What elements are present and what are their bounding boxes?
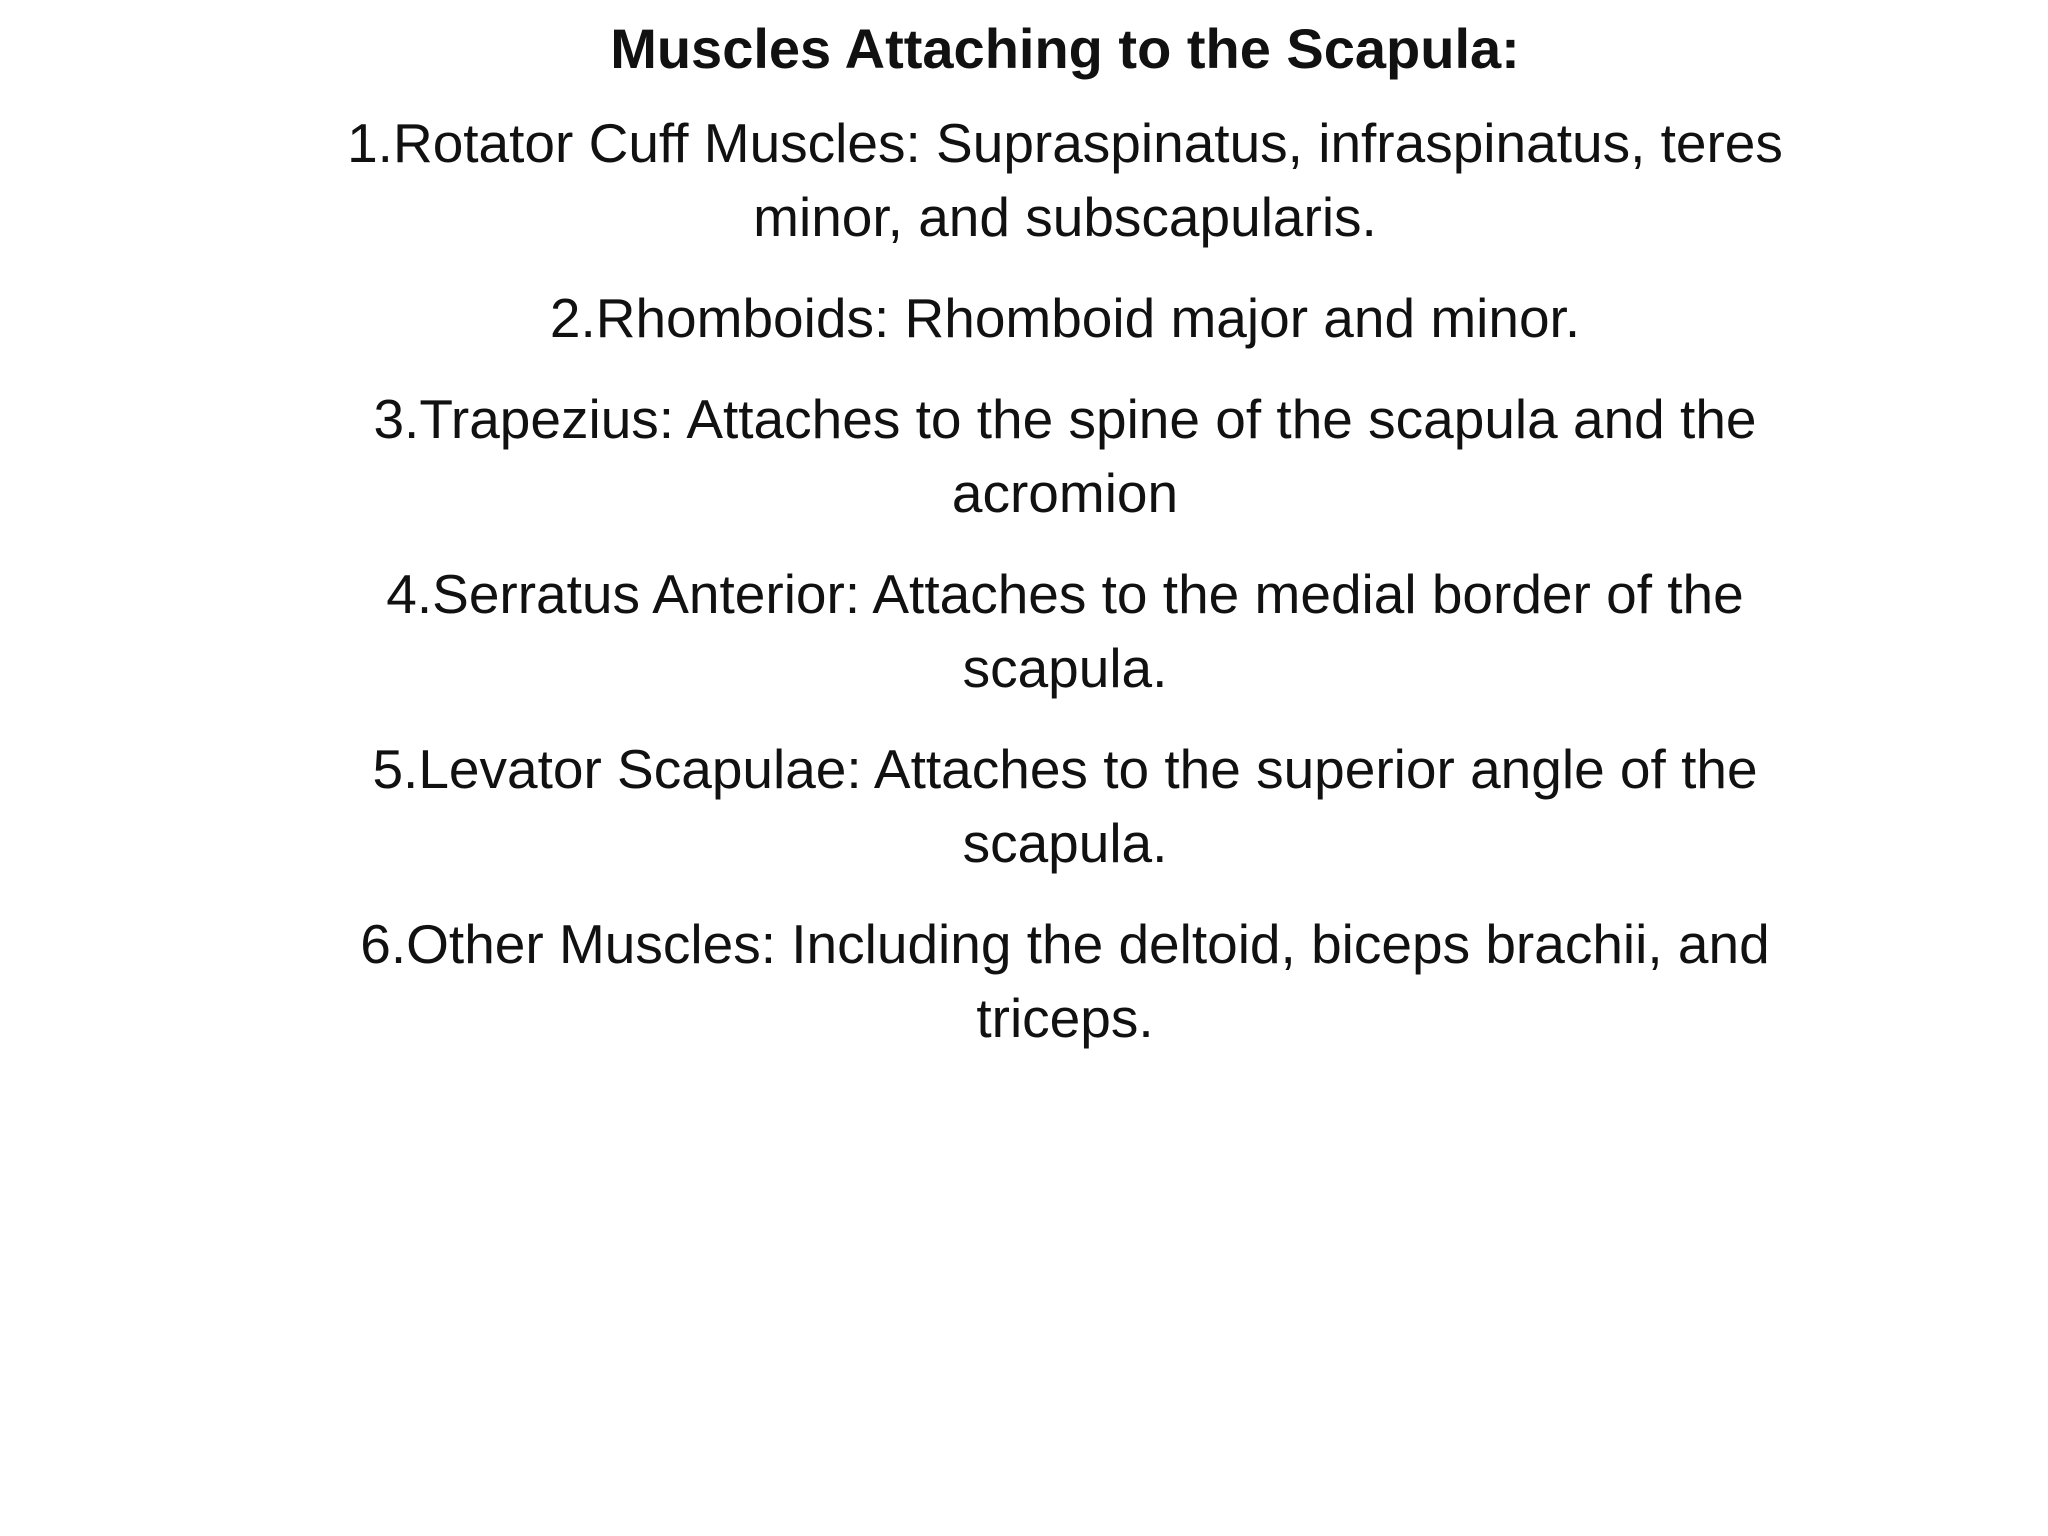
slide-content xyxy=(300,10,1830,1082)
slide-title: Muscles Attaching to the Scapula: xyxy=(610,17,1520,80)
item-text: Rhomboids: Rhomboid major and minor. xyxy=(595,287,1581,349)
muscle-item-levator-scapulae xyxy=(300,732,1830,880)
item-text: Levator Scapulae: Attaches to the superior angle of the scapula. xyxy=(418,738,1758,874)
item-number: 6. xyxy=(360,913,407,975)
muscle-item-other-muscles xyxy=(300,907,1830,1055)
muscle-item-trapezius xyxy=(300,382,1830,530)
muscle-item-serratus-anterior xyxy=(300,557,1830,705)
item-text: Trapezius: Attaches to the spine of the scapula and the acromion xyxy=(419,388,1757,524)
item-text: Other Muscles: Including the deltoid, biceps brachii, and triceps. xyxy=(406,913,1770,1049)
scapula-muscle-list xyxy=(300,106,1830,1055)
item-number: 3. xyxy=(373,388,420,450)
item-text: Serratus Anterior: Attaches to the medial border of the scapula. xyxy=(432,563,1744,699)
muscle-item-rhomboids xyxy=(300,281,1830,355)
item-text: Rotator Cuff Muscles: Supraspinatus, infraspinatus, teres minor, and subscapularis. xyxy=(392,112,1783,248)
item-number: 2. xyxy=(549,287,596,349)
item-number: 4. xyxy=(386,563,433,625)
item-number: 1. xyxy=(347,112,393,174)
item-number: 5. xyxy=(372,738,419,800)
muscle-item-rotator-cuff xyxy=(300,106,1830,254)
